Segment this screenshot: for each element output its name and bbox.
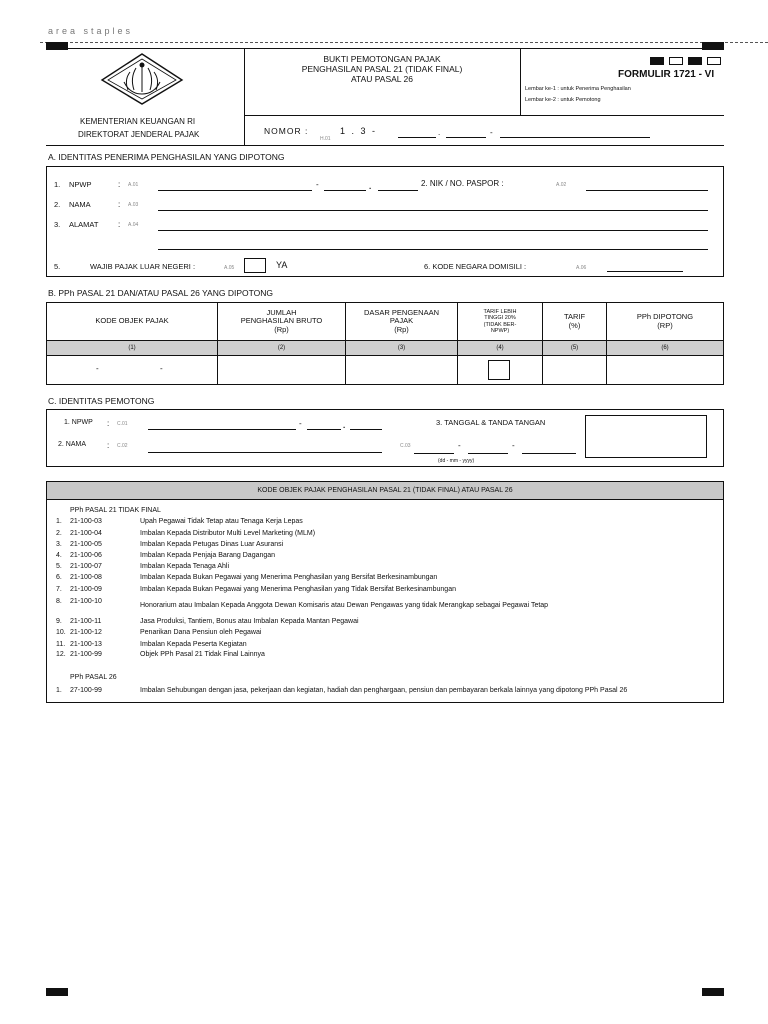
kode-no: 11. xyxy=(56,641,66,648)
corner-mark-bottom-left xyxy=(46,988,68,996)
a-npwp-code: A.01 xyxy=(128,182,139,188)
a-nik-code: A.02 xyxy=(556,182,567,188)
a-wajib-label: WAJIB PAJAK LUAR NEGERI : xyxy=(90,262,196,271)
b-col-tarif: TARIF (%) xyxy=(563,312,586,330)
section-a-box xyxy=(46,166,724,277)
a-nama-field[interactable] xyxy=(158,210,708,211)
b-col-dpp: DASAR PENGENAAN PAJAK (Rp) xyxy=(363,308,440,334)
sheet-2-note: Lembar ke-2 : untuk Pemotong xyxy=(525,97,601,103)
kode-group-1: PPh PASAL 21 TIDAK FINAL xyxy=(70,507,161,514)
kode-no: 5. xyxy=(56,563,62,570)
c-date-dash-1: - xyxy=(458,441,461,450)
form-title-line-2: PENGHASILAN PASAL 21 (TIDAK FINAL) xyxy=(301,64,463,74)
kode-code: 21-100-04 xyxy=(70,530,102,537)
b-num-3: (3) xyxy=(397,344,406,351)
kode-group-2: PPh PASAL 26 xyxy=(70,674,117,681)
kode-desc: Imbalan Kepada Penjaja Barang Dagangan xyxy=(140,552,276,559)
kode-code: 27-100-99 xyxy=(70,687,102,694)
ministry-name: KEMENTERIAN KEUANGAN RI xyxy=(80,117,196,126)
kode-no: 9. xyxy=(56,618,62,625)
kode-desc: Honorarium atau Imbalan Kepada Anggota Dewan Komisaris atau Dewan Pengawas yang tidak Merangkap sebagai Pegawai Tetap xyxy=(140,602,549,609)
c-nama-colon: : xyxy=(107,441,110,450)
b-col-bruto: JUMLAH PENGHASILAN BRUTO (Rp) xyxy=(240,308,323,334)
c-nama-label: 2. NAMA xyxy=(58,441,87,448)
header-bottom-border xyxy=(46,145,724,146)
b-tarif-lebih-checkbox[interactable] xyxy=(488,360,510,380)
a-wajib-checkbox[interactable] xyxy=(244,258,266,273)
c-date-yyyy[interactable] xyxy=(522,453,576,454)
kode-code: 21-100-10 xyxy=(70,598,102,605)
kode-no: 2. xyxy=(56,530,62,537)
a-alamat-field-2[interactable] xyxy=(158,249,708,250)
c-npwp-label: 1. NPWP xyxy=(64,419,93,426)
kode-no: 1. xyxy=(56,518,62,525)
c-date-dash-2: - xyxy=(512,441,515,450)
sheet-1-note: Lembar ke-1 : untuk Penerima Penghasilan xyxy=(525,86,631,92)
kode-desc: Imbalan Kepada Peserta Kegiatan xyxy=(140,641,247,648)
b-num-5: (5) xyxy=(570,344,579,351)
c-npwp-code: C.01 xyxy=(117,421,128,427)
nomor-field-3[interactable] xyxy=(500,137,650,138)
nomor-prefix: 1 . 3 - xyxy=(340,126,378,136)
c-npwp-colon: : xyxy=(107,419,110,428)
a-npwp-colon: : xyxy=(118,180,121,189)
c-npwp-field-2[interactable] xyxy=(307,429,341,430)
c-nama-code: C.02 xyxy=(117,443,128,449)
b-kode-dash-1: - xyxy=(96,364,99,373)
header-divider-right xyxy=(520,48,521,115)
c-npwp-dot: . xyxy=(343,421,346,430)
kode-desc: Imbalan Kepada Bukan Pegawai yang Menerima Penghasilan yang Bersifat Berkesinambungan xyxy=(140,574,438,581)
b-num-4: (4) xyxy=(496,344,504,351)
a-npwp-field-3[interactable] xyxy=(378,190,418,191)
b-number-row-bottom xyxy=(46,355,724,356)
a-wajib-ya: YA xyxy=(276,260,288,270)
a-negara-code: A.06 xyxy=(576,265,587,271)
nomor-label: NOMOR : xyxy=(264,126,309,136)
c-ttd-label: 3. TANGGAL & TANDA TANGAN xyxy=(436,418,546,427)
c-date-mm[interactable] xyxy=(468,453,508,454)
a-wajib-code: A.05 xyxy=(224,265,235,271)
a-nama-colon: : xyxy=(118,200,121,209)
kode-no: 12. xyxy=(56,651,66,658)
a-npwp-field-2[interactable] xyxy=(324,190,366,191)
kode-desc: Imbalan Sehubungan dengan jasa, pekerjaan dan kegiatan, hadiah dan penghargaan, pensiun dan pembayaran berkala lainnya yang dipotong PPh Pasal 26 xyxy=(140,687,628,694)
b-col-kode: KODE OBJEK PAJAK xyxy=(95,316,169,326)
kemenkeu-logo xyxy=(100,52,184,106)
c-npwp-field-3[interactable] xyxy=(350,429,382,430)
kode-no: 6. xyxy=(56,574,62,581)
a-alamat-label: ALAMAT xyxy=(69,220,99,229)
kode-no: 4. xyxy=(56,552,62,559)
c-npwp-field-1[interactable] xyxy=(148,429,296,430)
kode-desc: Imbalan Kepada Distributor Multi Level Marketing (MLM) xyxy=(140,530,316,537)
nomor-dash: - xyxy=(490,128,493,137)
section-c-heading: C. IDENTITAS PEMOTONG xyxy=(48,396,155,406)
kode-code: 21-100-06 xyxy=(70,552,102,559)
c-date-dd[interactable] xyxy=(414,453,454,454)
directorate-name: DIREKTORAT JENDERAL PAJAK xyxy=(78,130,200,139)
c-ttd-code: C.03 xyxy=(400,443,411,449)
a-npwp-no: 1. xyxy=(54,180,61,189)
header-mid-border xyxy=(244,115,724,116)
corner-mark-bottom-right xyxy=(702,988,724,996)
a-nik-field[interactable] xyxy=(586,190,708,191)
kode-no: 8. xyxy=(56,598,62,605)
kode-code: 21-100-08 xyxy=(70,574,102,581)
kode-no: 3. xyxy=(56,541,62,548)
a-npwp-label: NPWP xyxy=(69,180,92,189)
c-npwp-dash: - xyxy=(299,419,302,428)
kode-desc: Imbalan Kepada Petugas Dinas Luar Asuransi xyxy=(140,541,284,548)
c-signature-box[interactable] xyxy=(585,415,707,458)
kode-code: 21-100-99 xyxy=(70,651,102,658)
a-wajib-no: 5. xyxy=(54,262,61,271)
b-num-6: (6) xyxy=(661,344,669,351)
kode-no: 10. xyxy=(56,629,66,636)
a-alamat-colon: : xyxy=(118,220,121,229)
a-nama-code: A.03 xyxy=(128,202,139,208)
kode-desc: Objek PPh Pasal 21 Tidak Final Lainnya xyxy=(140,651,265,658)
nomor-dot-1: . xyxy=(438,128,441,137)
a-alamat-no: 3. xyxy=(54,220,61,229)
a-alamat-field-1[interactable] xyxy=(158,230,708,231)
form-number: FORMULIR 1721 - VI xyxy=(618,69,715,80)
form-title-line-3: ATAU PASAL 26 xyxy=(350,74,414,84)
a-npwp-dot: . xyxy=(369,182,372,191)
area-staples-label: area staples xyxy=(48,26,134,36)
kode-desc: Imbalan Kepada Bukan Pegawai yang Menerima Penghasilan yang Tidak Bersifat Berkesinambungan xyxy=(140,586,456,593)
a-negara-label: 6. KODE NEGARA DOMISILI : xyxy=(424,262,527,271)
staple-line xyxy=(40,42,768,43)
kode-desc: Upah Pegawai Tidak Tetap atau Tenaga Kerja Lepas xyxy=(140,518,303,525)
kode-code: 21-100-09 xyxy=(70,586,102,593)
a-nama-label: NAMA xyxy=(69,200,91,209)
nomor-field-1[interactable] xyxy=(398,137,436,138)
a-nik-label: 2. NIK / NO. PASPOR : xyxy=(421,179,504,188)
a-alamat-code: A.04 xyxy=(128,222,139,228)
b-num-2: (2) xyxy=(277,344,286,351)
b-col-pph: PPh DIPOTONG (RP) xyxy=(636,312,694,330)
a-nama-no: 2. xyxy=(54,200,61,209)
header-top-border xyxy=(46,48,724,49)
kode-no: 1. xyxy=(56,687,62,694)
a-negara-field[interactable] xyxy=(607,271,683,272)
c-nama-field[interactable] xyxy=(148,452,382,453)
kode-desc: Penarikan Dana Pensiun oleh Pegawai xyxy=(140,629,262,636)
b-num-1: (1) xyxy=(128,344,136,351)
kode-table-title: KODE OBJEK PAJAK PENGHASILAN PASAL 21 (TIDAK FINAL) ATAU PASAL 26 xyxy=(257,487,513,495)
kode-code: 21-100-07 xyxy=(70,563,102,570)
kode-no: 7. xyxy=(56,586,62,593)
kode-code: 21-100-05 xyxy=(70,541,102,548)
a-npwp-sep: - xyxy=(316,180,319,189)
form-title-line-1: BUKTI PEMOTONGAN PAJAK xyxy=(323,54,441,64)
b-kode-dash-2: - xyxy=(160,364,163,373)
kode-code: 21-100-11 xyxy=(70,618,102,625)
section-a-heading: A. IDENTITAS PENERIMA PENGHASILAN YANG DIPOTONG xyxy=(48,152,285,162)
kode-code: 21-100-13 xyxy=(70,641,102,648)
nomor-field-2[interactable] xyxy=(446,137,486,138)
b-col-tarif-lebih: TARIF LEBIH TINGGI 20% (TIDAK BER- NPWP) xyxy=(483,309,517,334)
kode-code: 21-100-03 xyxy=(70,518,102,525)
nomor-code: H.01 xyxy=(320,136,331,142)
kode-desc: Jasa Produksi, Tantiem, Bonus atau Imbalan Kepada Mantan Pegawai xyxy=(140,618,359,625)
section-b-heading: B. PPh PASAL 21 DAN/ATAU PASAL 26 YANG DIPOTONG xyxy=(48,288,274,298)
c-date-hint: (dd - mm - yyyy) xyxy=(438,458,475,464)
kode-code: 21-100-12 xyxy=(70,629,102,636)
a-npwp-field-1[interactable] xyxy=(158,190,312,191)
kode-desc: Imbalan Kepada Tenaga Ahli xyxy=(140,563,229,570)
